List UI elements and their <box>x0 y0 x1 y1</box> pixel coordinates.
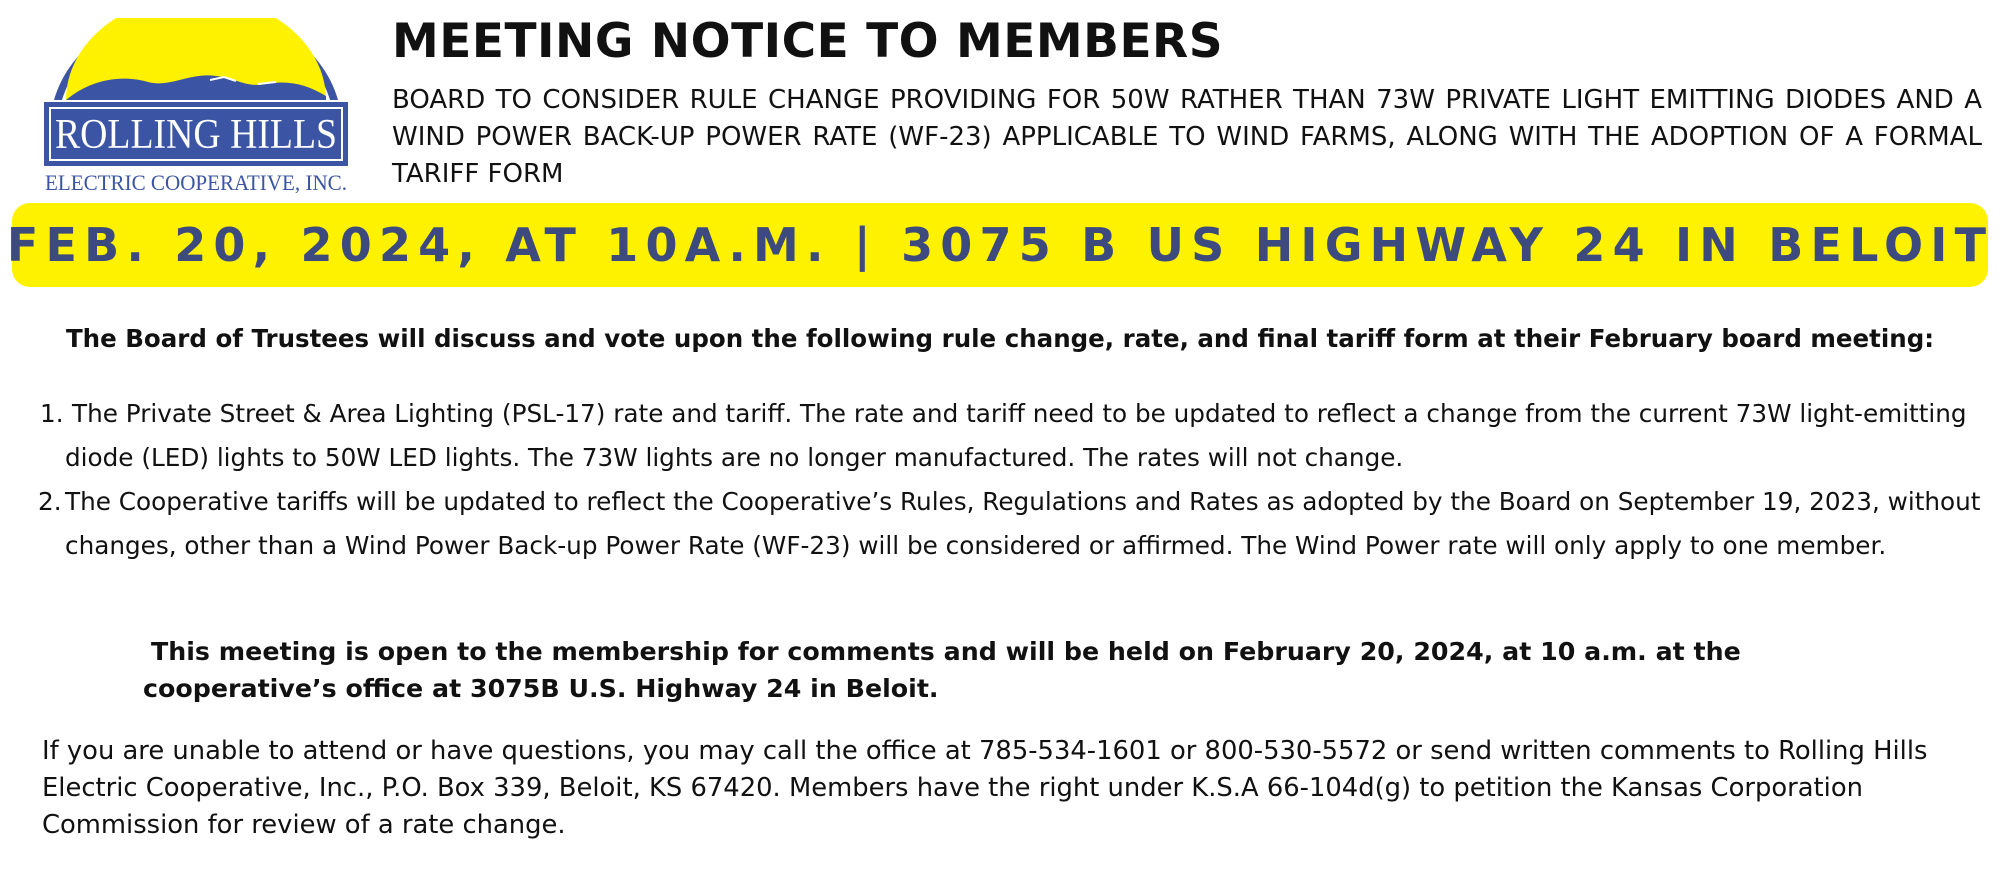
list-item-number: 1. <box>40 399 64 428</box>
notice-subtitle: BOARD TO CONSIDER RULE CHANGE PROVIDING FOR 50W RATHER THAN 73W PRIVATE LIGHT EMITTING DIODES AND A WIND POWER BACK-UP POWER RATE (WF-23) APPLICABLE TO WIND FARMS, ALONG WITH THE ADOPTION OF A FORMAL TARIFF FORM <box>392 85 1982 189</box>
agenda-list <box>38 392 1990 568</box>
intro-statement: The Board of Trustees will discuss and vote upon the following rule change, rate, and final tariff form at their February board meeting: <box>65 324 1935 353</box>
logo-name: ROLLING HILLS <box>55 112 337 158</box>
list-item-text: The Private Street & Area Lighting (PSL-17) rate and tariff. The rate and tariff need to be updated to reflect a change from the current 73W light-emitting diode (LED) lights to 50W LED lights. The 73W lights are no longer manufactured. The rates will not change. <box>65 399 1967 472</box>
contact-information: If you are unable to attend or have questions, you may call the office at 785-534-1601 or 800-530-5572 or send written comments to Rolling Hills Electric Cooperative, Inc., P.O. Box 339, Beloit, KS 67420. Members have the right under K.S.A 66-104d(g) to petition the Kansas Corporation Commission for review of a rate change. <box>42 736 1928 840</box>
list-item <box>38 480 1990 568</box>
rolling-hills-logo-graphic <box>40 18 360 198</box>
list-item <box>38 392 1990 480</box>
list-item-number: 2. <box>38 487 62 516</box>
date-location-banner <box>6 203 1994 287</box>
open-meeting-statement: This meeting is open to the membership for comments and will be held on February 20, 2024, at 10 a.m. at the cooperative’s office at 3075B U.S. Highway 24 in Beloit. <box>143 637 1741 703</box>
banner-text: FEB. 20, 2024, AT 10A.M. | 3075 B US HIGHWAY 24 IN BELOIT <box>6 218 1994 272</box>
cooperative-logo <box>40 18 360 198</box>
logo-subname: ELECTRIC COOPERATIVE, INC. <box>45 170 347 195</box>
list-item-text: The Cooperative tariffs will be updated to reflect the Cooperative’s Rules, Regulations and Rates as adopted by the Board on September 19, 2023, without changes, other than a Wind Power Back-up Power Rate (WF-23) will be considered or affirmed. The Wind Power rate will only apply to one member. <box>65 487 1981 560</box>
page-title: MEETING NOTICE TO MEMBERS <box>392 14 1224 69</box>
